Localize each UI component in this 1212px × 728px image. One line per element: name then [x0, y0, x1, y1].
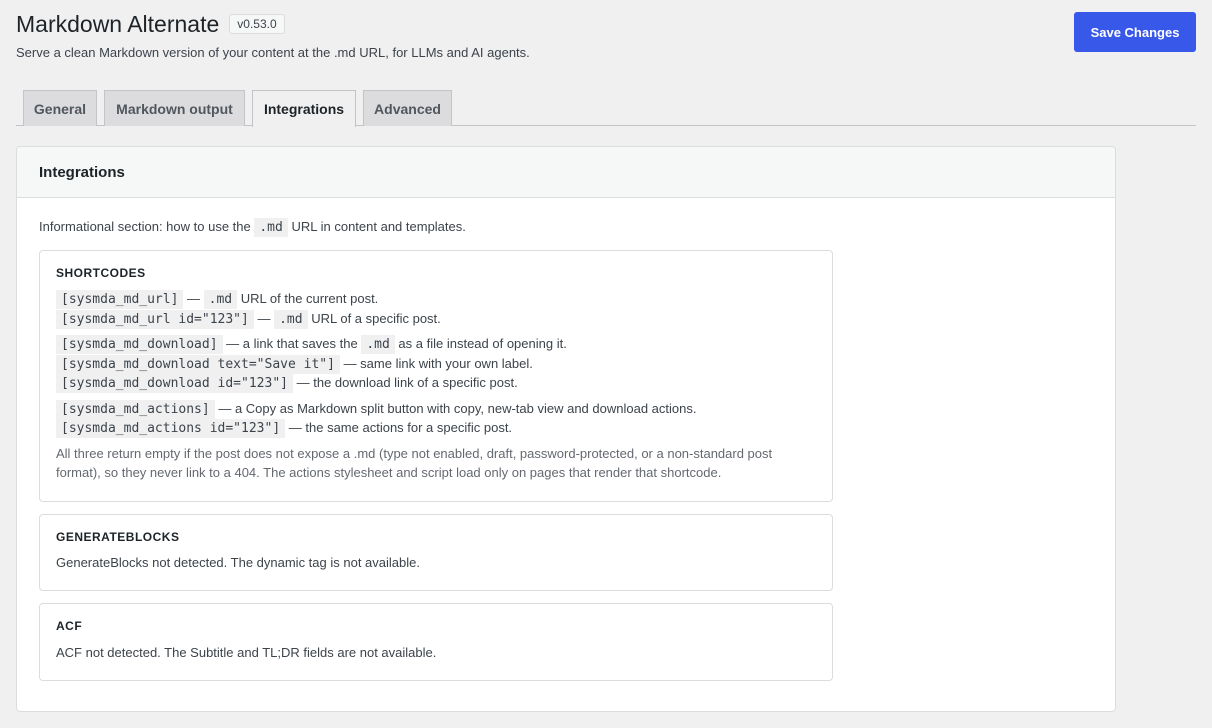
shortcode-desc: — the download link of a specific post.	[296, 375, 518, 390]
shortcode-desc-after: URL of a specific post.	[311, 311, 441, 326]
shortcodes-title: SHORTCODES	[56, 266, 146, 280]
shortcode-line	[56, 309, 441, 329]
intro-text	[39, 217, 466, 238]
shortcode-code: [sysmda_md_download text="Save it"]	[56, 355, 340, 374]
version-badge: v0.53.0	[229, 14, 284, 34]
generateblocks-title: GENERATEBLOCKS	[56, 530, 180, 544]
shortcode-desc: — a Copy as Markdown split button with copy, new-tab view and download actions.	[218, 401, 697, 416]
tab-integrations[interactable]: Integrations	[252, 90, 356, 127]
shortcode-inline-code: .md	[361, 335, 394, 354]
shortcode-line	[56, 334, 567, 354]
panel-header	[17, 147, 1115, 198]
shortcodes-note: All three return empty if the post does not expose a .md (type not enabled, draft, password-protected, or a non-standard post format), so they never link to a 404. The actions stylesheet and script load only on pages that render that shortcode.	[56, 446, 773, 480]
shortcode-code: [sysmda_md_url]	[56, 290, 183, 309]
shortcode-line	[56, 373, 518, 393]
shortcode-inline-code: .md	[204, 290, 237, 309]
shortcode-code: [sysmda_md_download id="123"]	[56, 374, 293, 393]
shortcode-desc: — same link with your own label.	[343, 356, 533, 371]
acf-title: ACF	[56, 619, 83, 633]
tab-bar	[16, 90, 1196, 126]
generateblocks-status: GenerateBlocks not detected. The dynamic tag is not available.	[56, 555, 420, 570]
intro-text-after: URL in content and templates.	[291, 219, 466, 234]
integrations-panel	[16, 146, 1116, 712]
shortcode-code: [sysmda_md_url id="123"]	[56, 310, 254, 329]
generateblocks-card	[39, 514, 833, 591]
shortcode-line	[56, 354, 533, 374]
shortcode-code: [sysmda_md_download]	[56, 335, 223, 354]
shortcode-desc-after: as a file instead of opening it.	[398, 336, 567, 351]
shortcode-desc: —	[187, 291, 201, 306]
shortcode-line	[56, 418, 512, 438]
tab-advanced[interactable]: Advanced	[363, 90, 452, 126]
shortcode-desc: — the same actions for a specific post.	[288, 420, 513, 435]
page-title: Markdown Alternate	[16, 11, 220, 37]
intro-code: .md	[254, 218, 287, 237]
shortcode-code: [sysmda_md_actions]	[56, 400, 215, 419]
shortcodes-card	[39, 250, 833, 502]
title-row	[16, 10, 285, 38]
save-changes-button[interactable]: Save Changes	[1074, 12, 1196, 52]
page-description: Serve a clean Markdown version of your content at the .md URL, for LLMs and AI agents.	[16, 45, 530, 60]
shortcode-inline-code: .md	[274, 310, 307, 329]
shortcode-desc: —	[257, 311, 271, 326]
acf-card	[39, 603, 833, 681]
panel-title: Integrations	[39, 163, 125, 181]
tab-markdown-output[interactable]: Markdown output	[104, 90, 245, 126]
shortcode-line	[56, 289, 378, 309]
shortcode-desc-after: URL of the current post.	[240, 291, 379, 306]
tab-general[interactable]: General	[23, 90, 97, 126]
intro-text-before: Informational section: how to use the	[39, 219, 251, 234]
acf-status: ACF not detected. The Subtitle and TL;DR fields are not available.	[56, 645, 437, 660]
shortcode-desc: — a link that saves the	[226, 336, 358, 351]
shortcode-code: [sysmda_md_actions id="123"]	[56, 419, 285, 438]
shortcode-line	[56, 399, 696, 419]
